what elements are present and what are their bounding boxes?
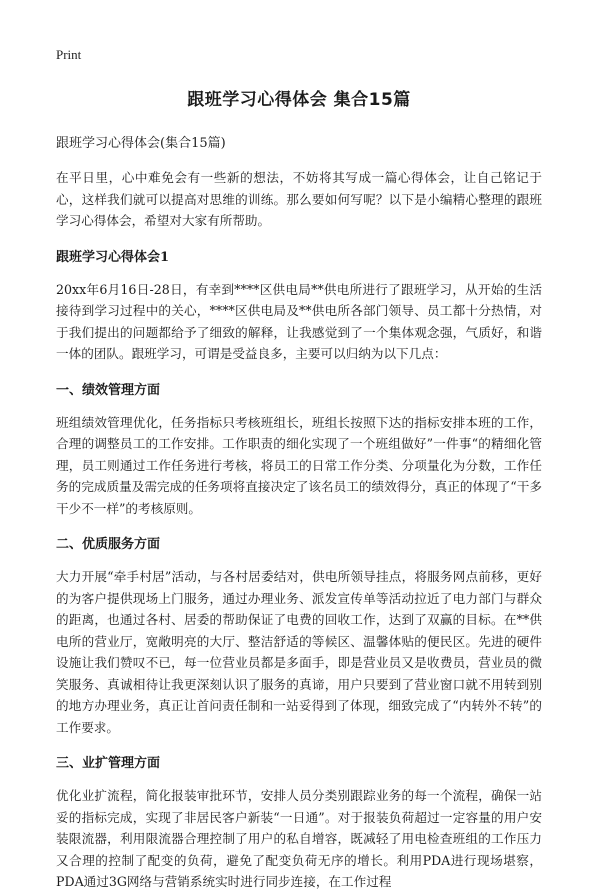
section-heading-1: 跟班学习心得体会1 (56, 249, 170, 265)
print-link[interactable]: Print (56, 47, 82, 62)
subheading-service: 二、优质服务方面 (56, 537, 161, 552)
subheading-expansion: 三、业扩管理方面 (56, 756, 161, 771)
page-title: 跟班学习心得体会 集合15篇 (187, 90, 411, 110)
subheading-performance: 一、绩效管理方面 (56, 382, 161, 398)
document-subtitle: 跟班学习心得体会(集合15篇) (56, 136, 226, 151)
service-paragraph: 大力开展“牵手村居”活动，与各村居委结对，供电所领导挂点，将服务网点前移，更好的为客户提供现场上门服务，通过办理业务、派发宣传单等活动拉近了电力部门与群众的距离，也通过各村、居委的帮助保证了电费的回收工作，达到了双赢的目标。在**供电所的营业厅，宽敞明亮的大厅、整洁舒适的等候区、温馨体贴的便民区。先进的硬件设施让我们赞叹不已，每一位营业员都是多面手，即是营业员又是收费员，营业员的微笑服务、真诚相待让我更深刻认识了服务的真谛，用户只要到了营业窗口就不用转到别的地方办理业务，真正让首问责任制和一站妥得到了体现，细致完成了“内转外不转”的工作要求。 (56, 569, 542, 735)
intro-paragraph: 在平日里，心中难免会有一些新的想法，不妨将其写成一篇心得体会，让自己铭记于心，这样我们就可以提高对思维的训练。那么要如何写呢？以下是小编精心整理的跟班学习心得体会，希望对大家有所帮助。 (56, 170, 542, 228)
section-1-paragraph: 20xx年6月16日-28日，有幸到****区供电局**供电所进行了跟班学习，从开始的生活接待到学习过程中的关心，****区供电局及**供电所各部门领导、员工都十分热情，对于我们提出的问题都给予了细致的解释，让我感觉到了一个集体观念强，气质好，和谐一体的团队。跟班学习，可谓是受益良多，主要可以归纳为以下几点： (56, 281, 542, 361)
expansion-paragraph: 优化业扩流程，简化报装审批环节，安排人员分类别跟踪业务的每一个流程，确保一站妥的指标完成，实现了非居民客户新装“一日通”。对于报装负荷超过一定容量的用户安装限流器，利用限流器合理控制了用户的私自增容，既减轻了用电检查班组的工作压力又合理的控制了配变的负荷，避免了配变负荷无序的增长。利用PDA进行现场堪察，PDA通过3G网络与营销系统实时进行同步连接，在工作过程 (56, 788, 542, 889)
performance-paragraph: 班组绩效管理优化，任务指标只考核班组长，班组长按照下达的指标安排本班的工作，合理的调整员工的工作安排。工作职责的细化实现了一个班组做好”一件事“的精细化管理，员工则通过工作任务进行考核，将员工的日常工作分类、分项量化为分数，工作任务的完成质量及需完成的任务项将直接决定了该名员工的绩效得分，真正的体现了“干多干少不一样”的考核原则。 (56, 414, 542, 516)
